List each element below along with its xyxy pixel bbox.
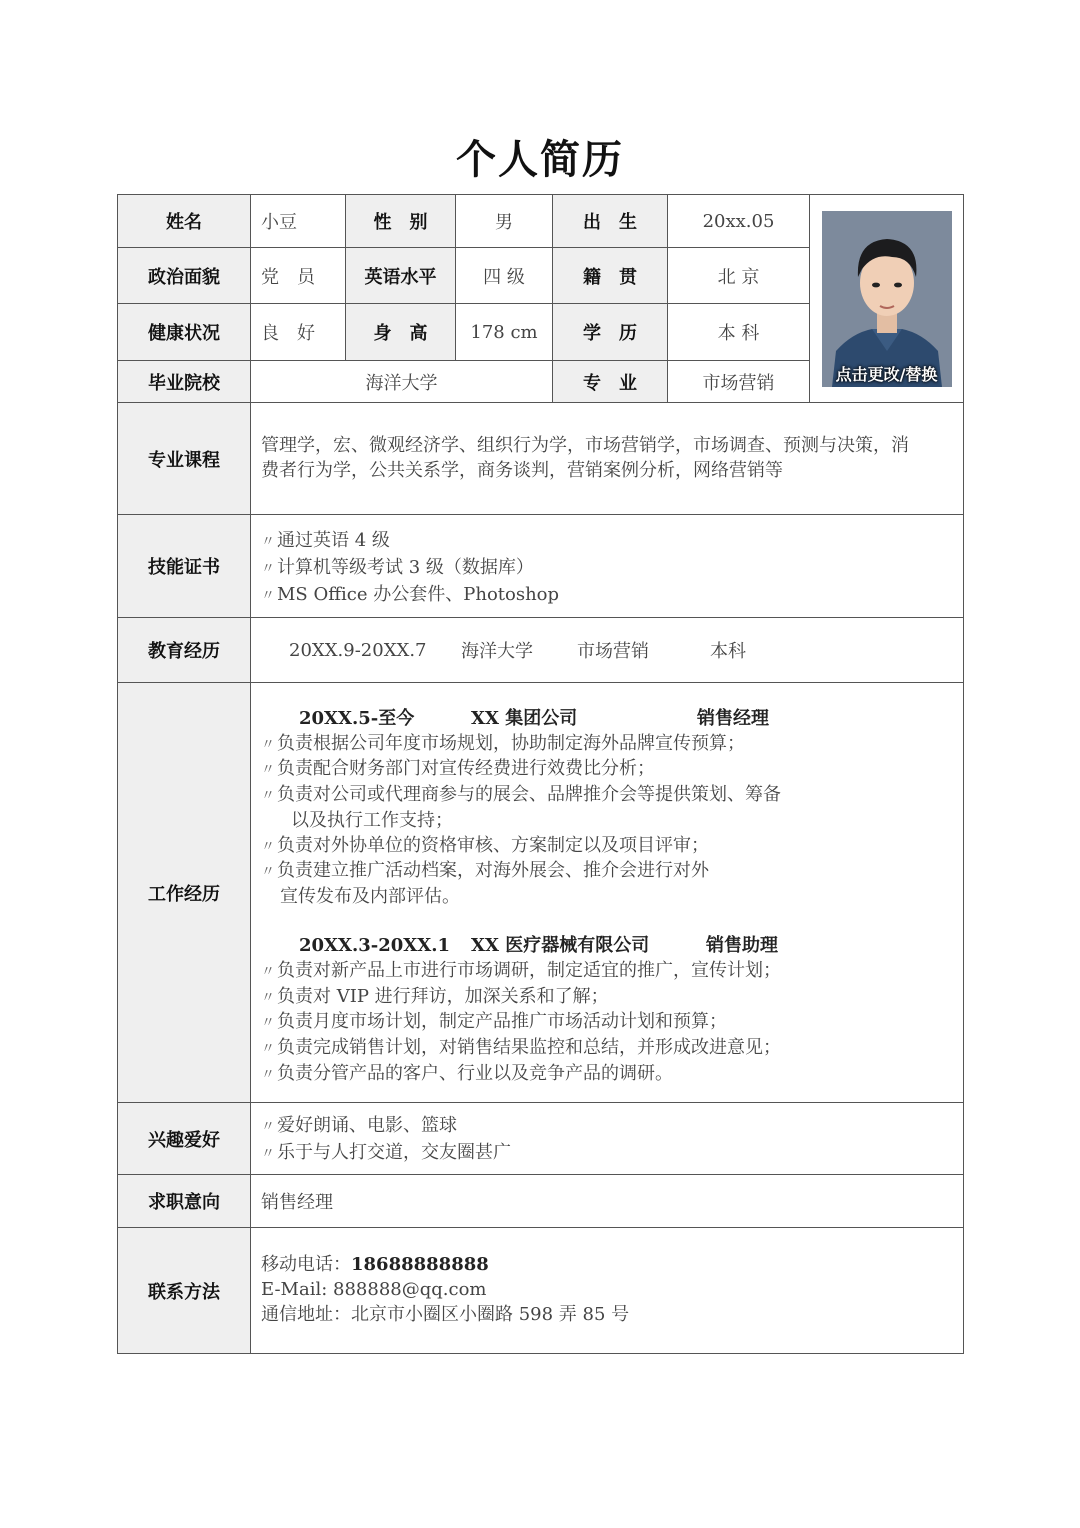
- list-item: 〃 负责对 VIP 进行拜访，加深关系和了解；: [261, 985, 609, 1007]
- major-value[interactable]: 市场营销: [667, 360, 810, 403]
- list-item: 〃 负责对外协单位的资格审核、方案制定以及项目评审；: [261, 834, 709, 856]
- birth-value[interactable]: 20xx.05: [667, 194, 810, 248]
- list-item: 〃 计算机等级考试 3 级（数据库）: [261, 557, 534, 578]
- bullet-icon: 〃: [261, 1066, 275, 1083]
- address-line: 通信地址：北京市小圈区小圈路 598 弄 85 号: [261, 1304, 630, 1325]
- job-period: 20XX.5-至今: [299, 708, 415, 729]
- list-item: 〃 负责配合财务部门对宣传经费进行效费比分析；: [261, 758, 655, 780]
- education-level-label: 学 历: [552, 303, 668, 361]
- courses-content[interactable]: [250, 402, 964, 515]
- contact-label: 联系方法: [117, 1227, 251, 1354]
- education-level-value[interactable]: 本 科: [667, 303, 810, 361]
- list-item: 〃 负责月度市场计划，制定产品推广市场活动计划和预算；: [261, 1011, 727, 1033]
- list-item: 〃 负责建立推广活动档案，对海外展会、推介会进行对外: [261, 860, 709, 882]
- list-item: 〃 负责对公司或代理商参与的展会、品牌推介会等提供策划、筹备: [261, 784, 781, 806]
- bullet-icon: 〃: [261, 561, 275, 577]
- course-line: 费者行为学，公共关系学，商务谈判，营销案例分析，网络营销等: [261, 460, 783, 481]
- work-content[interactable]: [250, 682, 964, 1103]
- skills-content[interactable]: [250, 514, 964, 618]
- education-label: 教育经历: [117, 617, 251, 683]
- photo-cell[interactable]: [809, 194, 964, 403]
- work-label: 工作经历: [117, 682, 251, 1103]
- job-header: [261, 934, 953, 959]
- list-item-continuation: 以及执行工作支持；: [291, 809, 453, 831]
- native-label: 籍 贯: [552, 247, 668, 304]
- english-value[interactable]: 四 级: [455, 247, 553, 304]
- resume-table: [117, 194, 964, 1354]
- bullet-icon: 〃: [261, 762, 275, 779]
- bullet-icon: 〃: [261, 964, 275, 981]
- phone-number[interactable]: 18688888888: [351, 1254, 489, 1275]
- bullet-icon: 〃: [261, 1041, 275, 1058]
- health-label: 健康状况: [117, 303, 251, 361]
- skills-label: 技能证书: [117, 514, 251, 618]
- birth-label: 出 生: [552, 194, 668, 248]
- education-content[interactable]: [250, 617, 964, 683]
- job-company: XX 医疗器械有限公司: [471, 935, 650, 957]
- education-degree: 本科: [710, 641, 746, 662]
- bullet-icon: 〃: [261, 864, 275, 881]
- phone-line: [261, 1252, 953, 1277]
- intention-label: 求职意向: [117, 1174, 251, 1228]
- list-item: 〃 负责分管产品的客户、行业以及竞争产品的调研。: [261, 1062, 673, 1084]
- gender-label: 性 别: [345, 194, 456, 248]
- education-school: 海洋大学: [461, 641, 533, 662]
- bullet-icon: 〃: [261, 588, 275, 604]
- job-company: XX 集团公司: [471, 708, 578, 729]
- avatar[interactable]: [822, 211, 952, 387]
- name-value[interactable]: 小豆: [250, 194, 346, 248]
- list-item: 〃 乐于与人打交道，交友圈甚广: [261, 1142, 511, 1163]
- portrait-illustration: [822, 211, 952, 387]
- job-header: [261, 707, 953, 732]
- list-item: 〃 爱好朗诵、电影、篮球: [261, 1115, 457, 1136]
- page-title: 个人简历: [456, 136, 624, 183]
- gender-value[interactable]: 男: [455, 194, 553, 248]
- intention-value[interactable]: 销售经理: [250, 1174, 964, 1228]
- health-value[interactable]: 良 好: [250, 303, 346, 361]
- school-value[interactable]: 海洋大学: [250, 360, 553, 403]
- phone-label: 移动电话：: [261, 1254, 351, 1275]
- job-position: 销售助理: [706, 935, 778, 957]
- contact-content[interactable]: [250, 1227, 964, 1354]
- bullet-icon: 〃: [261, 534, 275, 550]
- email-line[interactable]: E-Mail: 888888@qq.com: [261, 1279, 487, 1300]
- photo-replace-caption[interactable]: 点击更改/替换: [835, 364, 938, 384]
- list-item: 〃 通过英语 4 级: [261, 530, 390, 551]
- politics-value[interactable]: 党 员: [250, 247, 346, 304]
- bullet-icon: 〃: [261, 1015, 275, 1032]
- native-value[interactable]: 北 京: [667, 247, 810, 304]
- hobbies-content[interactable]: [250, 1102, 964, 1175]
- list-item: 〃 负责对新产品上市进行市场调研，制定适宜的推广，宣传计划；: [261, 960, 781, 982]
- list-item: 〃 负责完成销售计划，对销售结果监控和总结，并形成改进意见；: [261, 1037, 781, 1059]
- bullet-icon: 〃: [261, 1146, 275, 1162]
- name-label: 姓名: [117, 194, 251, 248]
- politics-label: 政治面貌: [117, 247, 251, 304]
- education-major: 市场营销: [577, 641, 649, 662]
- bullet-icon: 〃: [261, 989, 275, 1006]
- list-item-continuation: 宣传发布及内部评估。: [280, 885, 460, 907]
- height-label: 身 高: [345, 303, 456, 361]
- hobbies-label: 兴趣爱好: [117, 1102, 251, 1175]
- bullet-icon: 〃: [261, 736, 275, 753]
- major-label: 专 业: [552, 360, 668, 403]
- height-value[interactable]: 178 cm: [455, 303, 553, 361]
- school-label: 毕业院校: [117, 360, 251, 403]
- education-period: 20XX.9-20XX.7: [289, 639, 427, 661]
- list-item: 〃 MS Office 办公套件、Photoshop: [261, 584, 560, 605]
- bullet-icon: 〃: [261, 788, 275, 805]
- bullet-icon: 〃: [261, 838, 275, 855]
- courses-label: 专业课程: [117, 402, 251, 515]
- job-period: 20XX.3-20XX.1: [299, 935, 451, 957]
- bullet-icon: 〃: [261, 1119, 275, 1135]
- job-position: 销售经理: [697, 708, 769, 729]
- english-label: 英语水平: [345, 247, 456, 304]
- course-line: 管理学，宏、微观经济学、组织行为学，市场营销学，市场调查、预测与决策，消: [261, 435, 909, 456]
- list-item: 〃 负责根据公司年度市场规划，协助制定海外品牌宣传预算；: [261, 732, 745, 754]
